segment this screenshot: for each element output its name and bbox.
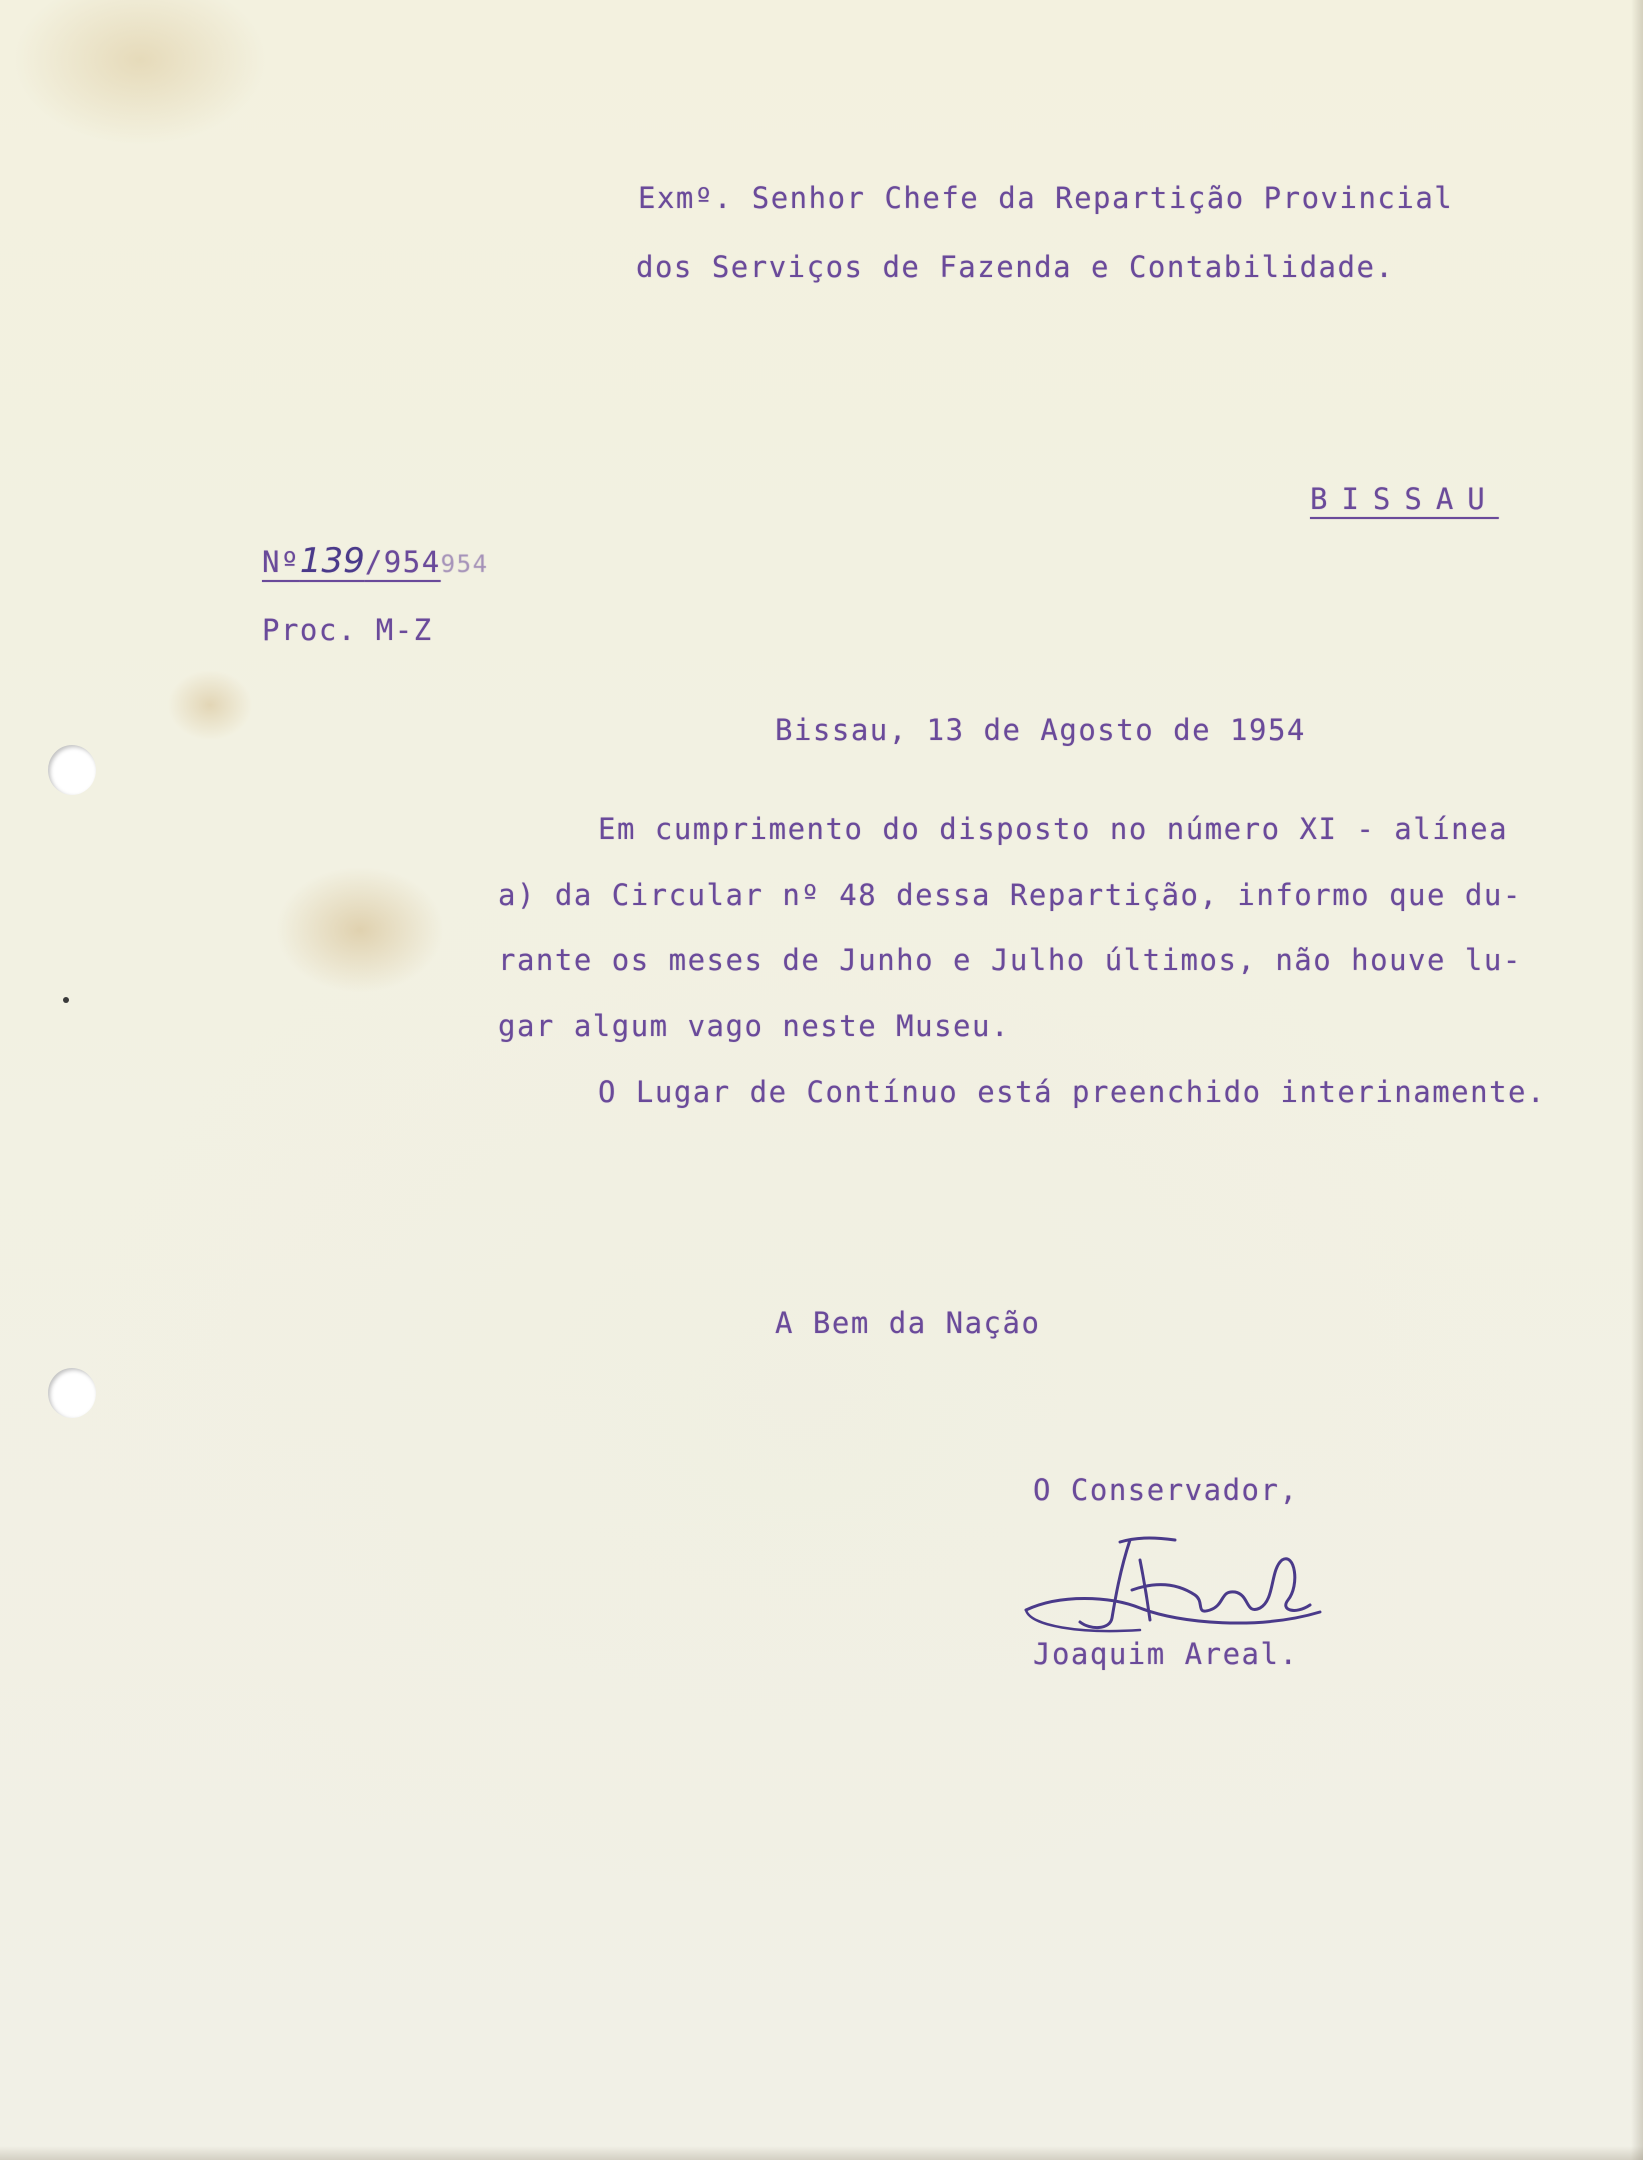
addressee-line-1: Exmº. Senhor Chefe da Repartição Provincial	[638, 181, 1454, 215]
date-line: Bissau, 13 de Agosto de 1954	[775, 713, 1306, 747]
punch-hole-top	[48, 745, 96, 795]
body-line-4: gar algum vago neste Museu.	[498, 1009, 1010, 1043]
reference-number	[262, 541, 489, 581]
body-line-1: Em cumprimento do disposto no número XI - alínea	[598, 812, 1509, 846]
handwritten-signature	[1020, 1530, 1340, 1650]
punch-hole-bottom	[48, 1368, 96, 1418]
paper-edge-right	[1631, 0, 1643, 2160]
body-line-3: rante os meses de Junho e Julho últimos, não houve lu-	[498, 943, 1522, 977]
reference-ghost: 954	[440, 550, 489, 578]
signatory-title: O Conservador,	[1033, 1473, 1299, 1507]
reference-handwritten-number: 139	[299, 541, 365, 581]
closing-salutation: A Bem da Nação	[775, 1306, 1041, 1340]
process-reference: Proc. M-Z	[262, 613, 433, 647]
reference-underlined	[262, 541, 441, 581]
body-line-2: a) da Circular nº 48 dessa Repartição, informo que du-	[498, 878, 1522, 912]
paper-edge-bottom	[0, 2146, 1643, 2160]
location-heading: BISSAU	[1310, 482, 1499, 516]
body-line-5: O Lugar de Contínuo está preenchido interinamente.	[598, 1075, 1546, 1109]
reference-year: /954	[364, 545, 441, 579]
ink-speck	[63, 997, 69, 1003]
addressee-line-2: dos Serviços de Fazenda e Contabilidade.	[636, 250, 1395, 284]
signatory-name: Joaquim Areal.	[1033, 1637, 1299, 1671]
reference-prefix: Nº	[262, 545, 300, 579]
